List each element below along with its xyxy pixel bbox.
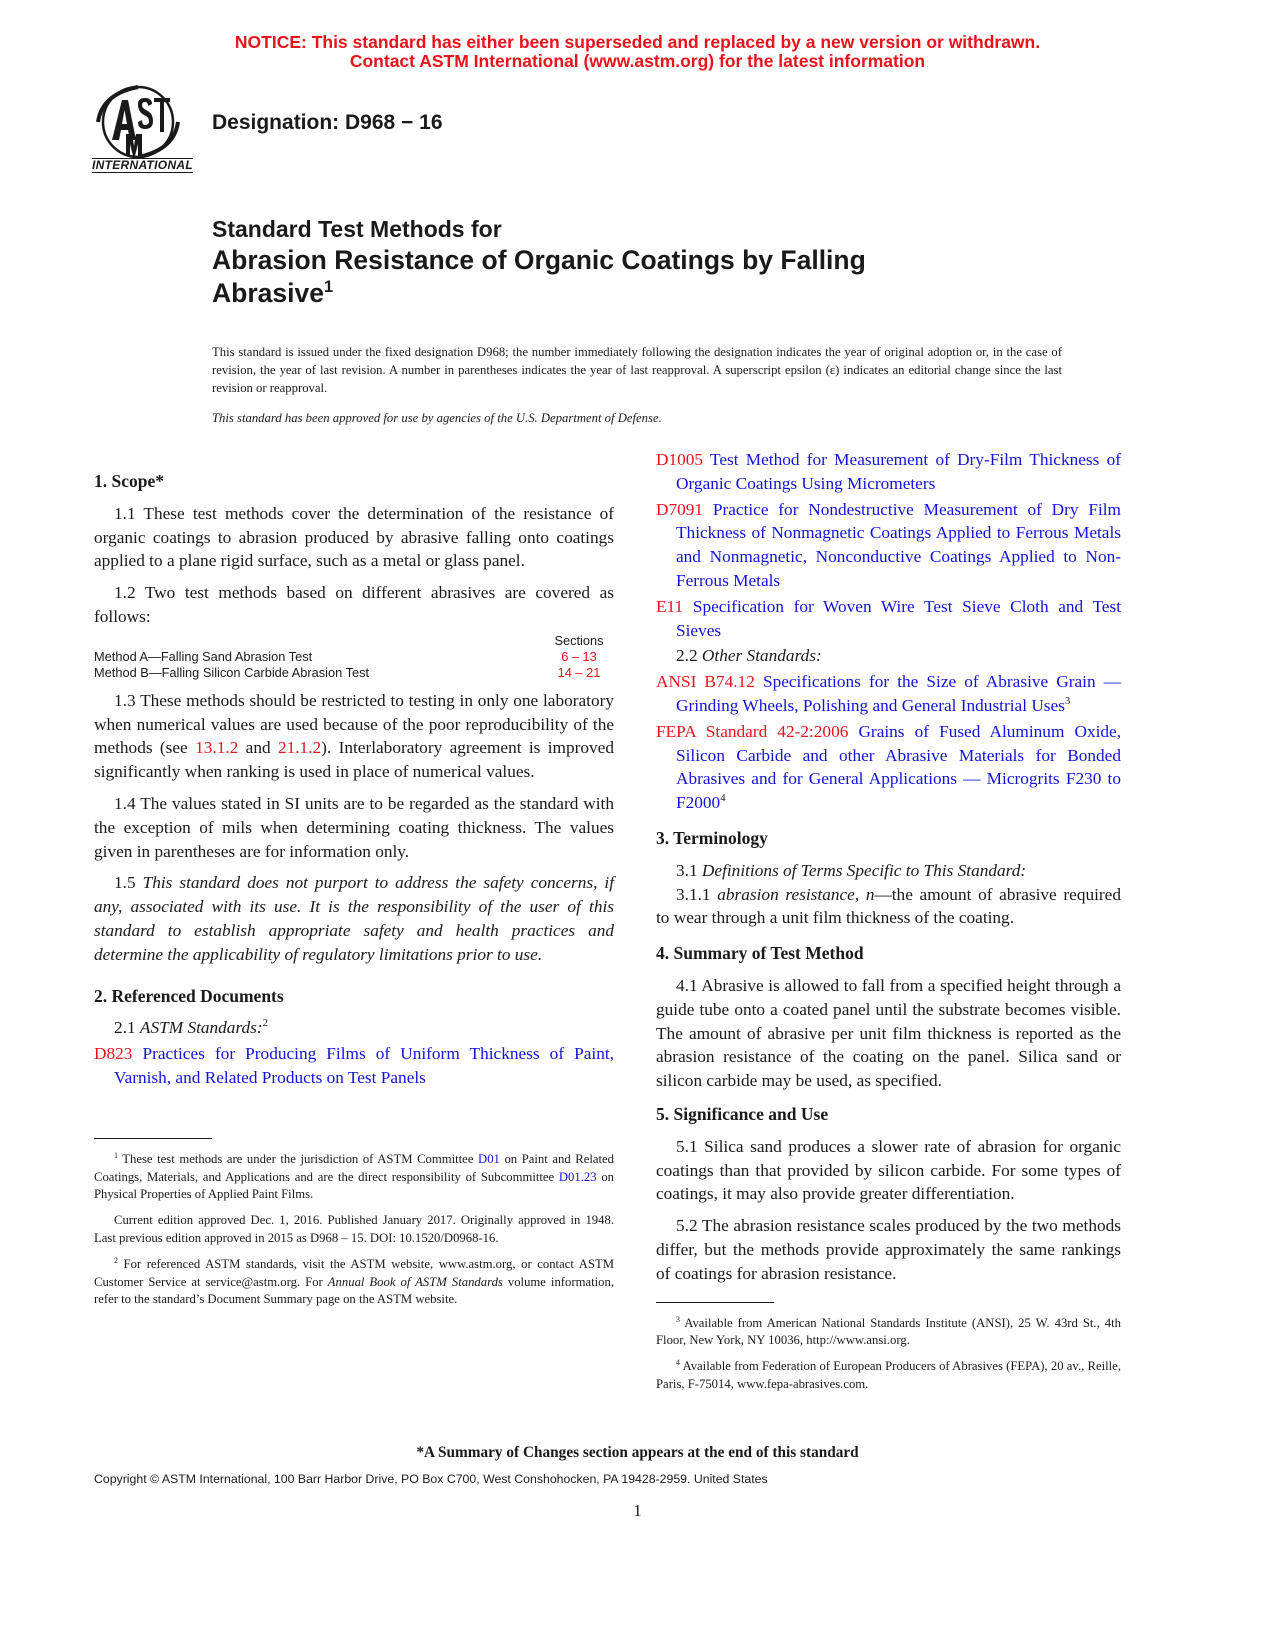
para-3-1-number: 3.1 bbox=[676, 860, 702, 880]
copyright-notice: Copyright © ASTM International, 100 Barr Harbor Drive, PO Box C700, West Conshohocken, PA 19428-2959. United States bbox=[94, 1472, 768, 1486]
footnote-1 bbox=[94, 1151, 614, 1204]
para-3-1-1-number: 3.1.1 bbox=[676, 884, 718, 904]
para-2-2-number: 2.2 bbox=[676, 646, 702, 666]
page-number: 1 bbox=[633, 1501, 642, 1520]
summary-of-changes-note: *A Summary of Changes section appears at the end of this standard bbox=[416, 1444, 859, 1461]
reference-title[interactable]: Practices for Producing Films of Uniform Thickness of Paint, Varnish, and Related Products on Test Panels bbox=[114, 1044, 614, 1087]
footnote-number: 4 bbox=[676, 1357, 680, 1367]
para-2-1-number: 2.1 bbox=[114, 1018, 140, 1038]
footnote-4 bbox=[656, 1358, 1121, 1394]
section-link-13-1-2[interactable]: 13.1.2 bbox=[195, 738, 239, 758]
reference-title[interactable]: Grains of Fused Aluminum Oxide, Silicon Carbide and other Abrasive Materials for Bonded Abrasives and for General Applications — Microgrits F230 to F2000 bbox=[676, 721, 1122, 813]
reference-d823[interactable] bbox=[94, 1042, 614, 1090]
reference-title[interactable]: Practice for Nondestructive Measurement of Dry Film Thickness of Nonmagnetic Coatings Applied to Ferrous Metals and Nonmagnetic, Nonconductive Coatings Applied to Non-Ferrous Metals bbox=[676, 499, 1122, 590]
para-1-3-text: 1.3 These methods should be restricted to testing in only one laboratory when numerical values are used because of the poor reproducibility of the methods (see bbox=[94, 690, 614, 758]
footnote-3 bbox=[656, 1315, 1121, 1351]
reference-d7091[interactable] bbox=[656, 498, 1121, 593]
para-1-1: 1.1 These test methods cover the determination of the resistance of organic coatings to abrasion produced by abrasive falling onto coatings applied to a plane rigid surface, such as a metal or glass panel. bbox=[94, 503, 614, 571]
notice-line-2: Contact ASTM International (www.astm.org) for the latest information bbox=[349, 51, 926, 71]
para-1-3-text: and bbox=[238, 738, 278, 758]
document-title bbox=[212, 214, 992, 310]
reference-fepa-42-2[interactable] bbox=[656, 720, 1121, 815]
withdrawal-notice bbox=[0, 33, 1275, 71]
para-1-2: 1.2 Two test methods based on different abrasives are covered as follows: bbox=[94, 583, 614, 626]
footnote-divider bbox=[94, 1138, 212, 1139]
defined-term: abrasion resistance, n bbox=[717, 884, 875, 904]
left-column bbox=[94, 470, 614, 1317]
para-1-4: 1.4 The values stated in SI units are to be regarded as the standard with the exception of mils when determining coating thickness. The values given in parentheses are for information only. bbox=[94, 793, 614, 861]
footnote-text: volume information, refer to the standard’s Document Summary page on the ASTM website. bbox=[94, 1274, 614, 1307]
section-2-heading: 2. Referenced Documents bbox=[94, 985, 284, 1006]
section-1-heading: 1. Scope* bbox=[94, 471, 164, 491]
footnote-text: Available from American National Standards Institute (ANSI), 25 W. 43rd St., 4th Floor, New York, NY 10036, http://www.ansi.org. bbox=[656, 1315, 1121, 1348]
para-1-3-text: ). Interlaboratory agreement is improved significantly when ranking is used in place of numerical values. bbox=[94, 738, 614, 782]
sections-header: Sections bbox=[554, 632, 604, 648]
reference-code[interactable]: FEPA Standard 42-2:2006 bbox=[656, 721, 849, 741]
title-line-3 bbox=[212, 277, 992, 310]
method-sections-link[interactable]: 14 – 21 bbox=[557, 664, 601, 680]
section-link-21-1-2[interactable]: 21.1.2 bbox=[277, 738, 322, 758]
para-1-5-number: 1.5 bbox=[114, 873, 143, 893]
footnote-emphasis: Annual Book of ASTM Standards bbox=[327, 1274, 503, 1289]
para-3-1-label: Definitions of Terms Specific to This Standard: bbox=[701, 860, 1027, 880]
title-footnote-mark: 1 bbox=[323, 278, 334, 297]
para-2-2 bbox=[656, 644, 1121, 668]
term-definition: —the amount of abrasive required to wear through a unit film thickness of the coating. bbox=[656, 884, 1121, 928]
reference-code[interactable]: E11 bbox=[656, 596, 684, 616]
para-2-1 bbox=[94, 1016, 614, 1040]
methods-table-header bbox=[94, 633, 614, 649]
footnote-text: Available from Federation of European Producers of Abrasives (FEPA), 20 av., Reille, Paris, F-75014, www.fepa-abrasives.com. bbox=[656, 1359, 1121, 1391]
reference-code[interactable]: ANSI B74.12 bbox=[656, 672, 755, 692]
method-name: Method A—Falling Sand Abrasion Test bbox=[94, 648, 313, 664]
reference-d1005[interactable] bbox=[656, 448, 1121, 496]
para-5-2: 5.2 The abrasion resistance scales produced by the two methods differ, but the methods provide approximately the same rankings of coatings for abrasion resistance. bbox=[656, 1216, 1121, 1283]
para-1-5 bbox=[94, 871, 614, 966]
footnote-text: For referenced ASTM standards, visit the ASTM website, www.astm.org, or contact ASTM Customer Service at service@astm.org. For bbox=[94, 1256, 614, 1289]
section-3-heading: 3. Terminology bbox=[656, 827, 768, 848]
footnote-number: 1 bbox=[114, 1150, 118, 1160]
method-name: Method B—Falling Silicon Carbide Abrasion Test bbox=[94, 664, 370, 680]
footnote-mark: 4 bbox=[720, 792, 726, 805]
title-line-1: Standard Test Methods for bbox=[212, 216, 502, 242]
section-5-heading: 5. Significance and Use bbox=[656, 1103, 829, 1124]
title-line-2: Abrasion Resistance of Organic Coatings by Falling bbox=[212, 245, 866, 275]
footnote-text: on Physical Properties of Applied Paint Films. bbox=[94, 1169, 615, 1202]
reference-code[interactable]: D1005 bbox=[656, 450, 704, 469]
reference-e11[interactable] bbox=[656, 595, 1121, 643]
reference-title[interactable]: Test Method for Measurement of Dry-Film Thickness of Organic Coatings Using Micrometers bbox=[676, 450, 1121, 493]
logo-wordmark: INTERNATIONAL bbox=[92, 158, 194, 172]
method-row bbox=[94, 649, 614, 665]
method-row bbox=[94, 665, 614, 681]
methods-table bbox=[94, 633, 614, 681]
para-1-3 bbox=[94, 689, 614, 784]
para-2-1-label: ASTM Standards: bbox=[139, 1018, 263, 1038]
para-1-5-text: This standard does not purport to address the safety concerns, if any, associated with its use. It is the responsibility of the user of this standard to establish appropriate safety and health practices and determine the applicability of regulatory limitations prior to use. bbox=[94, 873, 615, 964]
para-3-1 bbox=[656, 859, 1121, 883]
dod-approval-note: This standard has been approved for use by agencies of the U.S. Department of Defense. bbox=[212, 411, 662, 425]
section-4-heading: 4. Summary of Test Method bbox=[656, 943, 864, 964]
reference-title[interactable]: Specifications for the Size of Abrasive Grain — Grinding Wheels, Polishing and General Industrial Uses bbox=[676, 672, 1122, 715]
footnote-mark: 2 bbox=[262, 1017, 269, 1030]
footnote-2 bbox=[94, 1256, 614, 1309]
footnote-number: 3 bbox=[676, 1314, 680, 1324]
footnote-1-edition: Current edition approved Dec. 1, 2016. Published January 2017. Originally approved in 1948. Last previous edition approved in 2015 as D968 – 15. DOI: 10.1520/D0968-16. bbox=[94, 1213, 614, 1245]
astm-logo bbox=[92, 84, 198, 176]
footnote-mark: 3 bbox=[1064, 695, 1071, 708]
para-2-2-label: Other Standards: bbox=[701, 646, 822, 666]
committee-link[interactable]: D01 bbox=[478, 1151, 500, 1166]
para-3-1-1 bbox=[656, 883, 1121, 931]
reference-code[interactable]: D823 bbox=[94, 1044, 133, 1064]
footnote-number: 2 bbox=[114, 1255, 118, 1265]
preamble-text: This standard is issued under the fixed designation D968; the number immediately following the designation indicates the year of original adoption or, in the case of revision, the year of last revision. A number in parentheses indicates the year of last reapproval. A superscript epsilon (ε) indicates an editorial change since the last revision or reapproval. bbox=[212, 345, 1062, 395]
notice-line-1: NOTICE: This standard has either been superseded and replaced by a new version or withdrawn. bbox=[234, 32, 1041, 52]
reference-code[interactable]: D7091 bbox=[656, 499, 704, 519]
reference-ansi-b74-12[interactable] bbox=[656, 670, 1121, 718]
subcommittee-link[interactable]: D01.23 bbox=[558, 1169, 597, 1184]
reference-title[interactable]: Specification for Woven Wire Test Sieve Cloth and Test Sieves bbox=[676, 596, 1121, 640]
para-5-1: 5.1 Silica sand produces a slower rate of abrasion for organic coatings than that provided by silicon carbide. For some types of coatings, it may also provide greater differentiation. bbox=[656, 1136, 1121, 1204]
footnote-divider bbox=[656, 1302, 774, 1303]
title-line-3-text: Abrasive bbox=[212, 278, 324, 308]
footnote-text: on Paint and Related Coatings, Materials, and Applications and are the direct responsibility of Subcommittee bbox=[94, 1151, 614, 1184]
designation: Designation: D968 − 16 bbox=[212, 111, 443, 134]
method-sections-link[interactable]: 6 – 13 bbox=[561, 648, 597, 664]
para-4-1: 4.1 Abrasive is allowed to fall from a specified height through a guide tube onto a coated panel until the substrate becomes visible. The amount of abrasive per unit film thickness is reported as the abrasion resistance of the coating on the panel. Silica sand or silicon carbide may be used, as specified. bbox=[656, 975, 1121, 1091]
right-column bbox=[656, 448, 1121, 1402]
footnote-text: These test methods are under the jurisdiction of ASTM Committee bbox=[117, 1151, 479, 1166]
